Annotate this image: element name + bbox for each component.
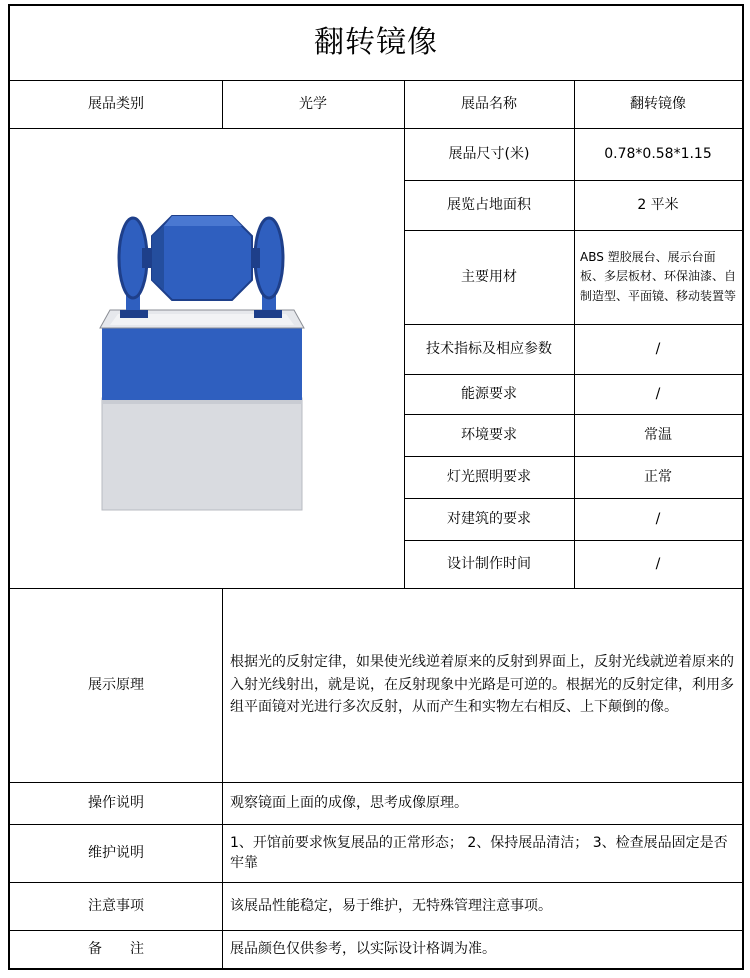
spec-value-technical: / (655, 340, 661, 357)
spec-value-design-time: / (655, 555, 661, 572)
spec-value-environment: 常温 (644, 426, 672, 443)
spec-sheet-table (8, 4, 744, 970)
exhibit-image (10, 128, 404, 588)
flip-mirror-exhibit-illustration (92, 198, 322, 518)
operation-label: 操作说明 (88, 794, 144, 811)
spec-value-building: / (655, 510, 661, 527)
remark-label: 备 注 (88, 940, 144, 957)
maintenance-text: 1、开馆前要求恢复展品的正常形态； 2、保持展品清洁； 3、检查展品固定是否牢靠 (230, 834, 728, 871)
spec-value-area: 2 平米 (637, 196, 679, 213)
notice-text: 该展品性能稳定，易于维护，无特殊管理注意事项。 (230, 897, 552, 914)
spec-value-size: 0.78*0.58*1.15 (604, 145, 712, 162)
page-title: 翻转镜像 (314, 25, 438, 61)
spec-value-energy: / (655, 385, 661, 402)
spec-label-materials: 主要用材 (461, 268, 517, 285)
category-label: 展品类别 (88, 95, 144, 112)
spec-label-technical: 技术指标及相应参数 (426, 340, 552, 357)
spec-label-environment: 环境要求 (461, 426, 517, 443)
maintenance-label: 维护说明 (88, 844, 144, 861)
operation-text: 观察镜面上面的成像，思考成像原理。 (230, 794, 468, 811)
spec-label-energy: 能源要求 (461, 385, 517, 402)
spec-value-lighting: 正常 (644, 468, 672, 485)
remark-text: 展品颜色仅供参考，以实际设计格调为准。 (230, 940, 496, 957)
spec-label-building: 对建筑的要求 (447, 510, 531, 527)
spec-label-size: 展品尺寸(米) (448, 145, 530, 162)
notice-label: 注意事项 (88, 897, 144, 914)
spec-label-design-time: 设计制作时间 (447, 555, 531, 572)
spec-label-lighting: 灯光照明要求 (447, 468, 531, 485)
exhibit-name-label: 展品名称 (461, 95, 517, 112)
principle-label: 展示原理 (88, 676, 144, 693)
principle-text: 根据光的反射定律，如果使光线逆着原来的反射到界面上，反射光线就逆着原来的入射光线射出，就是说，在反射现象中光路是可逆的。根据光的反射定律，利用多组平面镜对光进行多次反射，从而产生和实物左右相反、上下颠倒的像。 (230, 654, 734, 716)
spec-label-area: 展览占地面积 (447, 196, 531, 213)
category-value: 光学 (299, 95, 327, 112)
exhibit-name-value: 翻转镜像 (630, 95, 686, 112)
spec-value-materials: ABS 塑胶展台、展示台面板、多层板材、环保油漆、自制造型、平面镜、移动装置等 (580, 250, 737, 303)
